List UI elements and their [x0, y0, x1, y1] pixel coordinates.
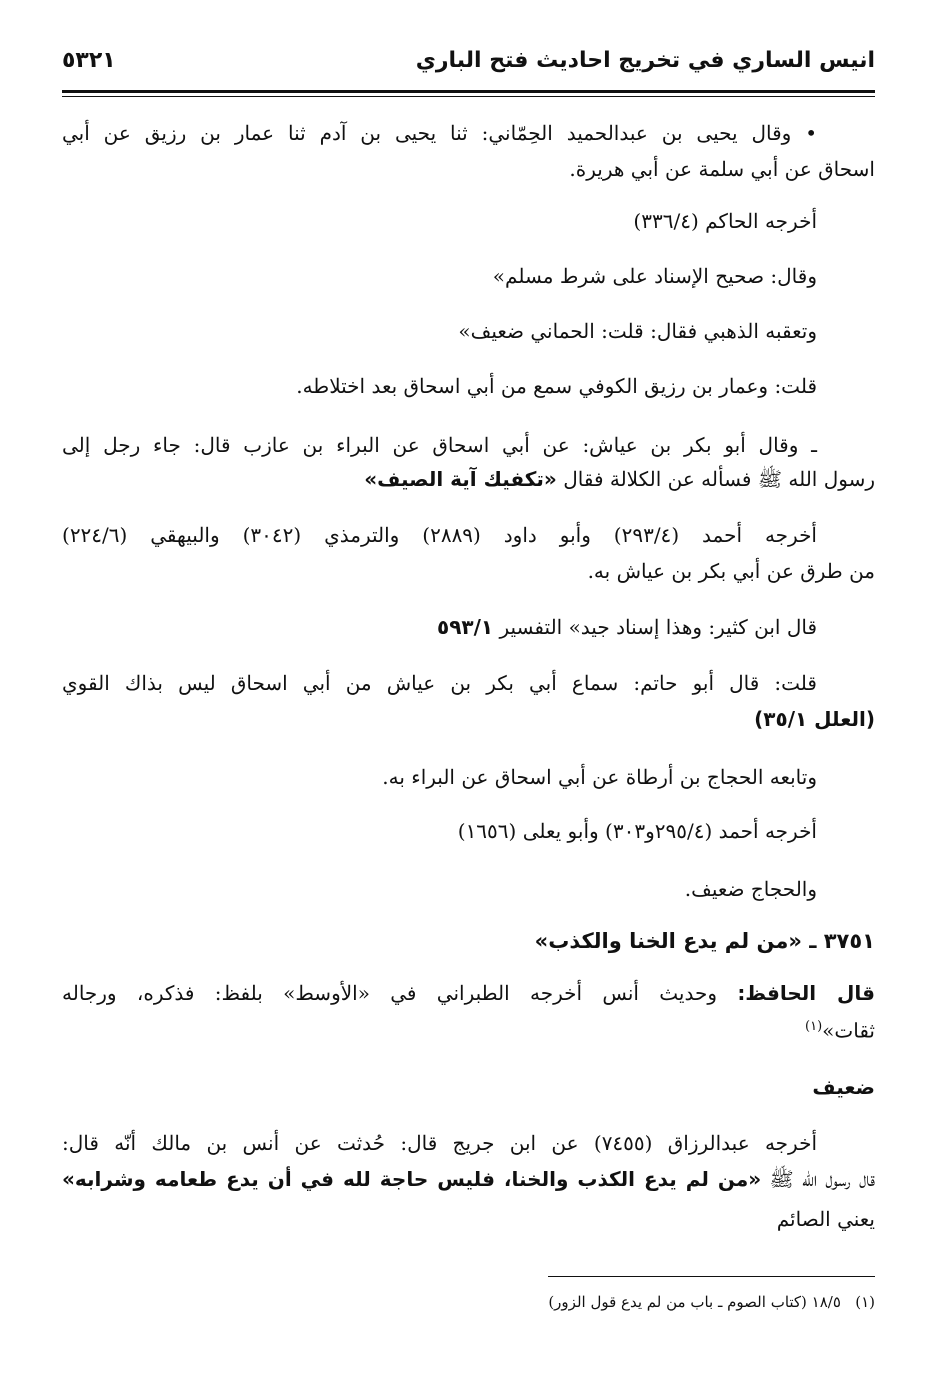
text-line: من طرق عن أبي بكر بن عياش به. — [587, 559, 875, 583]
footnote — [548, 1292, 875, 1312]
text-line: والحجاج ضعيف. — [684, 877, 817, 901]
bold-phrase: «تكفيك آية الصيف» — [364, 467, 557, 491]
text-line — [62, 1166, 875, 1192]
text-line: يعني الصائم — [776, 1207, 875, 1231]
header-rule-thin — [62, 96, 875, 97]
text-run: رسول الله ﷺ فسأله عن الكلالة فقال — [563, 467, 875, 491]
text-line — [805, 1014, 875, 1044]
footnote-ref: (١) — [805, 1019, 823, 1034]
bold-reference: ٥٩٣/١ — [437, 615, 494, 639]
text-line — [364, 466, 875, 492]
page-header — [62, 48, 875, 88]
footnote-text: ١٨/٥ (كتاب الصوم ـ باب من لم يدع قول الزور) — [548, 1293, 841, 1311]
page-number: ٥٣٢١ — [62, 48, 116, 73]
hadith-heading: ٣٧٥١ ـ «من لم يدع الخنا والكذب» — [534, 929, 875, 953]
text-line: وقال: صحيح الإسناد على شرط مسلم» — [492, 264, 817, 288]
footnote-rule — [548, 1276, 875, 1277]
text-line: أخرجه أحمد (٢٩٣/٤) وأبو داود (٢٨٨٩) والترمذي (٣٠٤٢) والبيهقي (٢٢٤/٦) — [62, 523, 817, 547]
text-line: اسحاق عن أبي سلمة عن أبي هريرة. — [569, 157, 875, 181]
text-line: قلت: وعمار بن رزيق الكوفي سمع من أبي اسحاق بعد اختلاطه. — [296, 374, 817, 398]
text-line: أخرجه أحمد (٢٩٥/٤و٣٠٣) وأبو يعلى (١٦٥٦) — [457, 819, 817, 843]
text-run: ثقات» — [822, 1018, 875, 1043]
text-run: وحديث أنس أخرجه الطبراني في «الأوسط» بلفظ: فذكره، ورجاله — [62, 981, 717, 1005]
text-line: (العلل ٣٥/١) — [754, 707, 875, 731]
speaker-label: قال الحافظ: — [737, 981, 875, 1005]
text-line: أخرجه عبدالرزاق (٧٤٥٥) عن ابن جريج قال: حُدثت عن أنس بن مالك أنّه قال: — [62, 1131, 818, 1155]
running-title: انيس الساري في تخريج احاديث فتح الباري — [415, 48, 875, 73]
text-line: وتابعه الحجاج بن أرطاة عن أبي اسحاق عن البراء به. — [382, 765, 817, 789]
text-run: قال رسول الله ﷺ — [769, 1167, 876, 1191]
text-line: ـ وقال أبو بكر بن عياش: عن أبي اسحاق عن البراء بن عازب قال: جاء رجل إلى — [62, 433, 817, 457]
text-line — [437, 614, 817, 640]
grading-heading: ضعيف — [812, 1075, 875, 1099]
text-line: وتعقبه الذهبي فقال: قلت: الحماني ضعيف» — [458, 319, 817, 343]
header-rule-thick — [62, 90, 875, 93]
text-line: قلت: قال أبو حاتم: سماع أبي بكر بن عياش من أبي اسحاق ليس بذاك القوي — [62, 671, 817, 695]
text-line: • وقال يحيى بن عبدالحميد الحِمّاني: ثنا يحيى بن آدم ثنا عمار بن رزيق عن أبي — [62, 121, 817, 145]
footnote-number: (١) — [855, 1293, 875, 1311]
text-line: أخرجه الحاكم (٣٣٦/٤) — [633, 209, 817, 233]
bold-hadith-text: «من لم يدع الكذب والخنا، فليس حاجة لله في أن يدع طعامه وشرابه» — [62, 1167, 762, 1191]
text-run: قال ابن كثير: وهذا إسناد جيد» التفسير — [499, 615, 817, 639]
text-line — [62, 980, 875, 1006]
